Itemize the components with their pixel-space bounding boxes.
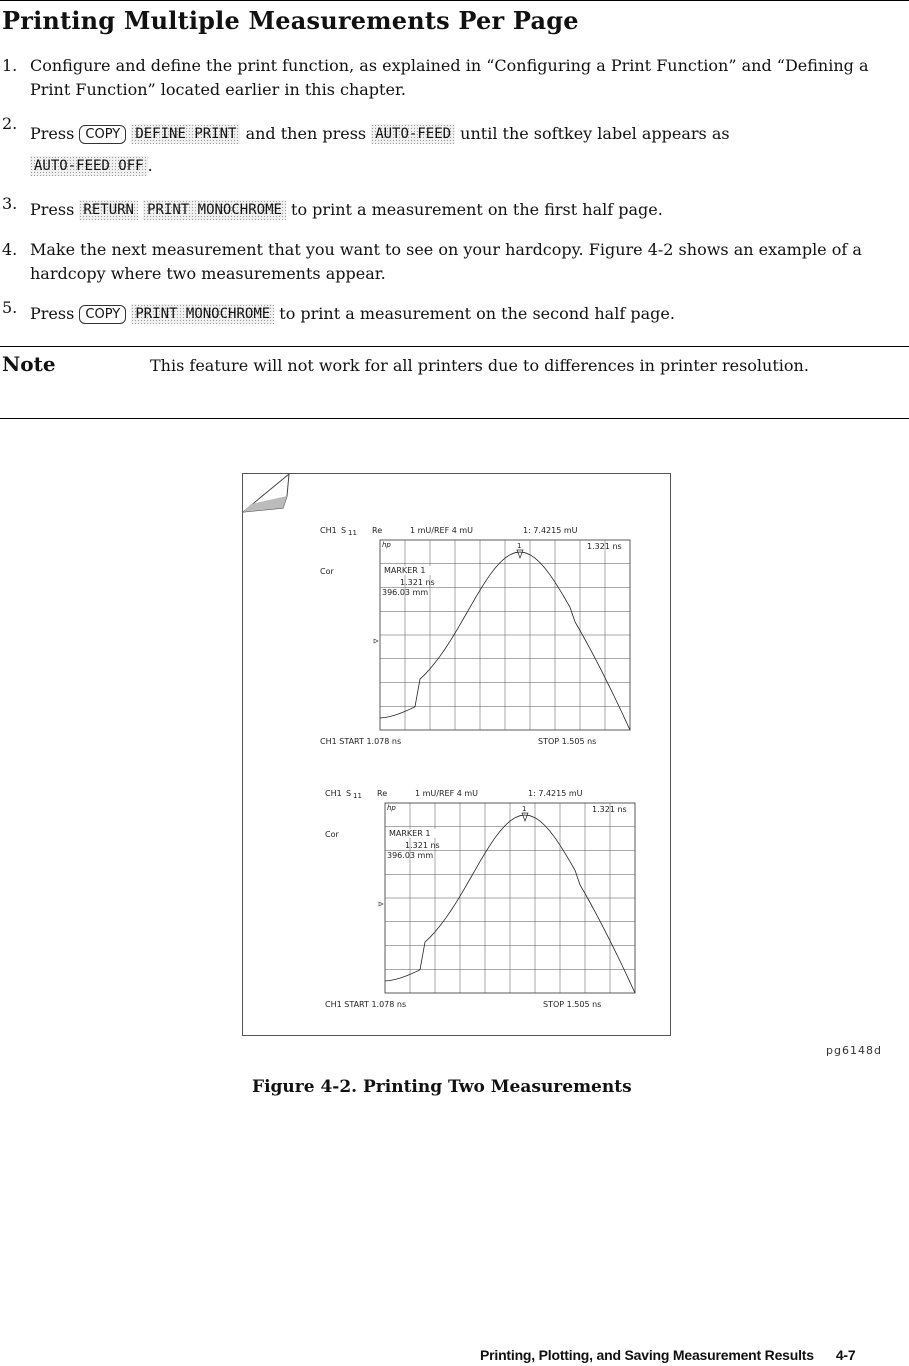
step-number: 2. [2,114,18,133]
section-title: Printing Multiple Measurements Per Page [2,6,579,35]
scale-label: 1 mU/REF 4 mU [415,789,479,798]
step-number: 1. [2,56,18,75]
reference-arrow-icon [379,902,383,906]
param-label: S [341,526,347,535]
correction-label: Cor [320,567,334,576]
hardcopy-figure [242,473,671,1036]
hardcopy-sheet [243,474,670,1035]
note-bottom-rule [0,418,909,419]
param-subscript: 11 [353,792,362,800]
step-number: 3. [2,194,18,213]
marker-number: 1 [522,805,527,813]
hp-logo: hp [387,804,396,812]
stop-label: STOP 1.505 ns [543,1000,602,1009]
return-softkey: RETURN [79,200,138,220]
marker-triangle-icon [522,813,528,821]
define-print-softkey: DEFINE PRINT [131,124,240,144]
figure-code: pg6148d [826,1044,882,1057]
start-label: CH1 START 1.078 ns [325,1000,407,1009]
channel-label: CH1 [325,789,342,798]
print-monochrome-softkey: PRINT MONOCHROME [143,200,286,220]
marker-value-distance: 396.03 mm [382,588,429,597]
marker-label: MARKER 1 [389,829,431,838]
marker-triangle-icon [517,550,523,558]
auto-feed-softkey: AUTO-FEED [371,124,455,144]
channel-label: CH1 [320,526,337,535]
page-number: 4-7 [835,1347,856,1363]
marker-value-time: 1.321 ns [400,578,435,587]
stop-label: STOP 1.505 ns [538,737,597,746]
auto-feed-off-softkey: AUTO-FEED OFF [30,156,148,176]
format-label: Re [372,526,383,535]
marker-value-time: 1.321 ns [405,841,440,850]
hp-logo: hp [382,541,391,549]
param-label: S [346,789,352,798]
scale-label: 1 mU/REF 4 mU [410,526,474,535]
marker-readout: 1: 7.4215 mU [523,526,578,535]
note-label: Note [2,352,56,376]
reference-arrow-icon [374,639,378,643]
step-text: Make the next measurement that you want to see on your hardcopy. Figure 4-2 shows an example of a hardcopy where two measurements appear. [30,240,862,283]
figure-caption: Figure 4-2. Printing Two Measurements [252,1077,632,1097]
copy-hardkey: COPY [79,125,126,144]
page-footer [480,1347,855,1363]
step-text: Configure and define the print function, as explained in “Configuring a Print Function” and “Defining a Print Function” located earlier in this chapter. [30,56,869,99]
copy-hardkey: COPY [79,305,126,324]
param-subscript: 11 [348,529,357,537]
step-number: 4. [2,240,18,259]
marker-time: 1.321 ns [592,805,627,814]
marker-value-distance: 396.03 mm [387,851,434,860]
note-top-rule [0,346,909,347]
marker-number: 1 [517,542,522,550]
start-label: CH1 START 1.078 ns [320,737,402,746]
measurement-plot-1 [320,526,630,746]
top-rule [0,0,909,1]
format-label: Re [377,789,388,798]
measurement-plot-2 [325,789,635,1009]
marker-time: 1.321 ns [587,542,622,551]
correction-label: Cor [325,830,339,839]
marker-label: MARKER 1 [384,566,426,575]
note-text: This feature will not work for all printers due to differences in printer resolution. [150,356,809,375]
print-monochrome-softkey: PRINT MONOCHROME [131,304,274,324]
marker-readout: 1: 7.4215 mU [528,789,583,798]
footer-chapter-title: Printing, Plotting, and Saving Measurement Results [480,1347,814,1363]
step-number: 5. [2,298,18,317]
